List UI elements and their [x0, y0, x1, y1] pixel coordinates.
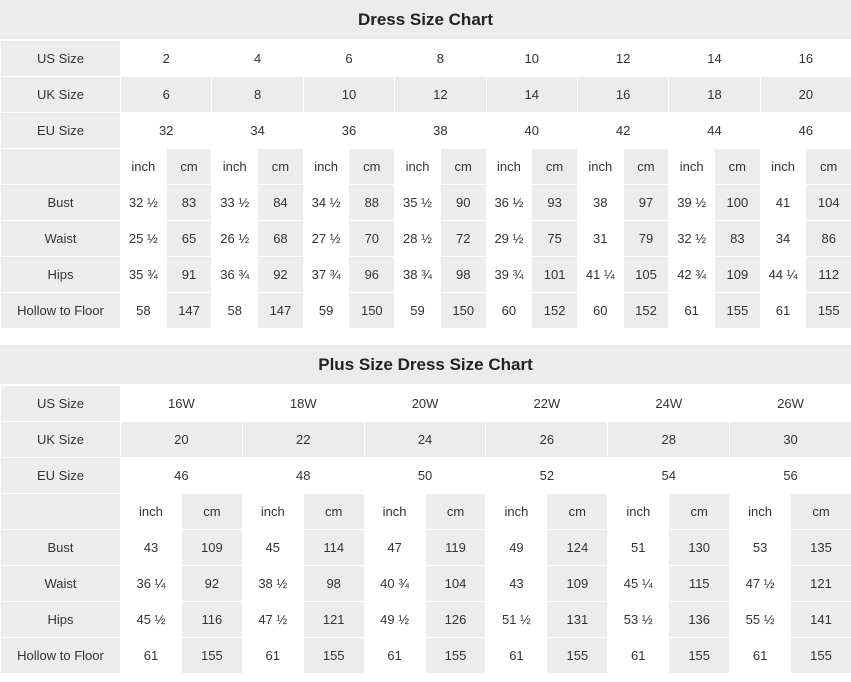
unit-cell: cm — [547, 494, 608, 530]
measure-cell: 33 ½ — [212, 185, 258, 221]
size-cell: 26 — [486, 422, 608, 458]
unit-cell: inch — [121, 149, 167, 185]
size-cell: 24 — [364, 422, 486, 458]
unit-cell: cm — [303, 494, 364, 530]
unit-cell: inch — [669, 149, 715, 185]
size-cell: 40 — [486, 113, 577, 149]
row-header-label: UK Size — [1, 77, 121, 113]
size-cell: 54 — [608, 458, 730, 494]
unit-cell: cm — [669, 494, 730, 530]
size-cell: 28 — [608, 422, 730, 458]
measure-cell: 104 — [425, 566, 486, 602]
measure-cell: 61 — [730, 638, 791, 674]
unit-cell: inch — [486, 494, 547, 530]
unit-cell: inch — [730, 494, 791, 530]
unit-cell: inch — [242, 494, 303, 530]
measure-cell: 126 — [425, 602, 486, 638]
measure-cell: 41 — [760, 185, 806, 221]
measure-cell: 53 — [730, 530, 791, 566]
table-row — [1, 257, 851, 293]
measure-cell: 37 ¾ — [303, 257, 349, 293]
size-cell: 52 — [486, 458, 608, 494]
unit-cell: cm — [791, 494, 851, 530]
measure-cell: 152 — [623, 293, 669, 329]
measure-cell: 39 ¾ — [486, 257, 532, 293]
size-cell: 20 — [121, 422, 243, 458]
size-cell: 14 — [486, 77, 577, 113]
measure-cell: 61 — [242, 638, 303, 674]
measure-cell: 91 — [166, 257, 212, 293]
unit-cell: inch — [395, 149, 441, 185]
measure-cell: 28 ½ — [395, 221, 441, 257]
unit-cell: cm — [349, 149, 395, 185]
measure-cell: 25 ½ — [121, 221, 167, 257]
measure-cell: 116 — [181, 602, 242, 638]
measure-cell: 135 — [791, 530, 851, 566]
size-cell: 42 — [577, 113, 668, 149]
measure-cell: 155 — [425, 638, 486, 674]
measure-cell: 98 — [440, 257, 486, 293]
measure-cell: 53 ½ — [608, 602, 669, 638]
measure-cell: 47 ½ — [242, 602, 303, 638]
size-cell: 4 — [212, 41, 303, 77]
measure-cell: 136 — [669, 602, 730, 638]
size-cell: 16 — [760, 41, 851, 77]
measure-cell: 150 — [440, 293, 486, 329]
table-row — [1, 149, 851, 185]
measure-cell: 90 — [440, 185, 486, 221]
measure-cell: 141 — [791, 602, 851, 638]
measure-cell: 104 — [806, 185, 851, 221]
row-header-label: Waist — [1, 221, 121, 257]
size-cell: 46 — [121, 458, 243, 494]
size-cell: 24W — [608, 386, 730, 422]
measure-cell: 47 ½ — [730, 566, 791, 602]
measure-cell: 96 — [349, 257, 395, 293]
size-cell: 32 — [121, 113, 212, 149]
size-cell: 20 — [760, 77, 851, 113]
measure-cell: 93 — [532, 185, 578, 221]
row-header-label: US Size — [1, 386, 121, 422]
size-cell: 30 — [730, 422, 851, 458]
unit-cell: cm — [532, 149, 578, 185]
measure-cell: 109 — [715, 257, 761, 293]
measure-cell: 109 — [181, 530, 242, 566]
measure-cell: 68 — [258, 221, 304, 257]
unit-cell: cm — [440, 149, 486, 185]
unit-cell: inch — [608, 494, 669, 530]
table-row — [1, 221, 851, 257]
measure-cell: 98 — [303, 566, 364, 602]
measure-cell: 112 — [806, 257, 851, 293]
table-row — [1, 530, 851, 566]
table-row — [1, 494, 851, 530]
measure-cell: 147 — [166, 293, 212, 329]
measure-cell: 61 — [364, 638, 425, 674]
measure-cell: 105 — [623, 257, 669, 293]
table-row — [1, 422, 851, 458]
measure-cell: 49 ½ — [364, 602, 425, 638]
chart-title: Plus Size Dress Size Chart — [0, 345, 851, 385]
table-row — [1, 113, 851, 149]
measure-cell: 65 — [166, 221, 212, 257]
measure-cell: 51 — [608, 530, 669, 566]
unit-cell: inch — [486, 149, 532, 185]
measure-cell: 92 — [181, 566, 242, 602]
measure-cell: 84 — [258, 185, 304, 221]
unit-cell: inch — [212, 149, 258, 185]
row-header-label: Hollow to Floor — [1, 293, 121, 329]
measure-cell: 147 — [258, 293, 304, 329]
measure-cell: 75 — [532, 221, 578, 257]
size-cell: 6 — [121, 77, 212, 113]
measure-cell: 155 — [669, 638, 730, 674]
measure-cell: 131 — [547, 602, 608, 638]
row-header-label: Hips — [1, 257, 121, 293]
measure-cell: 70 — [349, 221, 395, 257]
measure-cell: 155 — [181, 638, 242, 674]
table-row — [1, 41, 851, 77]
measure-cell: 45 ½ — [121, 602, 182, 638]
measure-cell: 55 ½ — [730, 602, 791, 638]
measure-cell: 38 — [577, 185, 623, 221]
measure-cell: 155 — [806, 293, 851, 329]
measure-cell: 59 — [303, 293, 349, 329]
unit-cell: inch — [364, 494, 425, 530]
row-header-blank — [1, 494, 121, 530]
row-header-label: Hollow to Floor — [1, 638, 121, 674]
unit-cell: inch — [121, 494, 182, 530]
table-row — [1, 386, 851, 422]
measure-cell: 39 ½ — [669, 185, 715, 221]
measure-cell: 101 — [532, 257, 578, 293]
size-cell: 36 — [303, 113, 394, 149]
size-cell: 48 — [242, 458, 364, 494]
table-row — [1, 638, 851, 674]
size-cell: 18 — [669, 77, 760, 113]
size-cell: 34 — [212, 113, 303, 149]
measure-cell: 47 — [364, 530, 425, 566]
measure-cell: 59 — [395, 293, 441, 329]
size-table — [0, 385, 851, 674]
table-row — [1, 566, 851, 602]
measure-cell: 155 — [303, 638, 364, 674]
measure-cell: 40 ¾ — [364, 566, 425, 602]
measure-cell: 51 ½ — [486, 602, 547, 638]
measure-cell: 27 ½ — [303, 221, 349, 257]
row-header-label: Hips — [1, 602, 121, 638]
measure-cell: 155 — [547, 638, 608, 674]
measure-cell: 150 — [349, 293, 395, 329]
row-header-label: Waist — [1, 566, 121, 602]
measure-cell: 38 ½ — [242, 566, 303, 602]
measure-cell: 61 — [486, 638, 547, 674]
size-cell: 8 — [212, 77, 303, 113]
measure-cell: 86 — [806, 221, 851, 257]
size-cell: 26W — [730, 386, 851, 422]
size-cell: 44 — [669, 113, 760, 149]
measure-cell: 61 — [669, 293, 715, 329]
size-cell: 12 — [395, 77, 486, 113]
measure-cell: 79 — [623, 221, 669, 257]
size-cell: 38 — [395, 113, 486, 149]
measure-cell: 34 ½ — [303, 185, 349, 221]
measure-cell: 60 — [486, 293, 532, 329]
size-cell: 56 — [730, 458, 851, 494]
measure-cell: 26 ½ — [212, 221, 258, 257]
unit-cell: inch — [577, 149, 623, 185]
measure-cell: 152 — [532, 293, 578, 329]
measure-cell: 92 — [258, 257, 304, 293]
measure-cell: 42 ¾ — [669, 257, 715, 293]
unit-cell: cm — [623, 149, 669, 185]
size-cell: 16 — [577, 77, 668, 113]
row-header-label: Bust — [1, 530, 121, 566]
unit-cell: cm — [806, 149, 851, 185]
size-cell: 14 — [669, 41, 760, 77]
measure-cell: 36 ½ — [486, 185, 532, 221]
row-header-blank — [1, 149, 121, 185]
size-cell: 10 — [303, 77, 394, 113]
size-cell: 22W — [486, 386, 608, 422]
size-cell: 22 — [242, 422, 364, 458]
measure-cell: 43 — [121, 530, 182, 566]
measure-cell: 36 ¼ — [121, 566, 182, 602]
table-row — [1, 293, 851, 329]
row-header-label: Bust — [1, 185, 121, 221]
chart-block-2 — [0, 345, 851, 674]
unit-cell: cm — [166, 149, 212, 185]
measure-cell: 58 — [212, 293, 258, 329]
measure-cell: 58 — [121, 293, 167, 329]
size-cell: 20W — [364, 386, 486, 422]
measure-cell: 155 — [791, 638, 851, 674]
measure-cell: 109 — [547, 566, 608, 602]
unit-cell: cm — [425, 494, 486, 530]
measure-cell: 43 — [486, 566, 547, 602]
measure-cell: 35 ¾ — [121, 257, 167, 293]
table-row — [1, 602, 851, 638]
measure-cell: 115 — [669, 566, 730, 602]
row-header-label: EU Size — [1, 113, 121, 149]
measure-cell: 83 — [715, 221, 761, 257]
table-row — [1, 77, 851, 113]
measure-cell: 114 — [303, 530, 364, 566]
measure-cell: 119 — [425, 530, 486, 566]
row-header-label: US Size — [1, 41, 121, 77]
size-cell: 6 — [303, 41, 394, 77]
unit-cell: inch — [760, 149, 806, 185]
measure-cell: 35 ½ — [395, 185, 441, 221]
measure-cell: 130 — [669, 530, 730, 566]
measure-cell: 38 ¾ — [395, 257, 441, 293]
chart-separator — [0, 329, 851, 345]
row-header-label: EU Size — [1, 458, 121, 494]
measure-cell: 32 ½ — [121, 185, 167, 221]
measure-cell: 121 — [303, 602, 364, 638]
table-row — [1, 185, 851, 221]
size-cell: 12 — [577, 41, 668, 77]
unit-cell: cm — [181, 494, 242, 530]
measure-cell: 88 — [349, 185, 395, 221]
measure-cell: 72 — [440, 221, 486, 257]
size-cell: 18W — [242, 386, 364, 422]
measure-cell: 61 — [760, 293, 806, 329]
measure-cell: 155 — [715, 293, 761, 329]
table-row — [1, 458, 851, 494]
chart-block-1 — [0, 0, 851, 329]
size-cell: 50 — [364, 458, 486, 494]
measure-cell: 100 — [715, 185, 761, 221]
size-cell: 2 — [121, 41, 212, 77]
row-header-label: UK Size — [1, 422, 121, 458]
size-cell: 46 — [760, 113, 851, 149]
measure-cell: 49 — [486, 530, 547, 566]
measure-cell: 61 — [608, 638, 669, 674]
measure-cell: 31 — [577, 221, 623, 257]
measure-cell: 83 — [166, 185, 212, 221]
measure-cell: 34 — [760, 221, 806, 257]
size-cell: 10 — [486, 41, 577, 77]
size-cell: 8 — [395, 41, 486, 77]
measure-cell: 97 — [623, 185, 669, 221]
chart-title: Dress Size Chart — [0, 0, 851, 40]
measure-cell: 45 ¼ — [608, 566, 669, 602]
measure-cell: 61 — [121, 638, 182, 674]
measure-cell: 44 ¼ — [760, 257, 806, 293]
measure-cell: 121 — [791, 566, 851, 602]
measure-cell: 45 — [242, 530, 303, 566]
measure-cell: 32 ½ — [669, 221, 715, 257]
measure-cell: 29 ½ — [486, 221, 532, 257]
measure-cell: 60 — [577, 293, 623, 329]
unit-cell: inch — [303, 149, 349, 185]
measure-cell: 41 ¼ — [577, 257, 623, 293]
unit-cell: cm — [715, 149, 761, 185]
measure-cell: 36 ¾ — [212, 257, 258, 293]
size-table — [0, 40, 851, 329]
unit-cell: cm — [258, 149, 304, 185]
measure-cell: 124 — [547, 530, 608, 566]
size-cell: 16W — [121, 386, 243, 422]
